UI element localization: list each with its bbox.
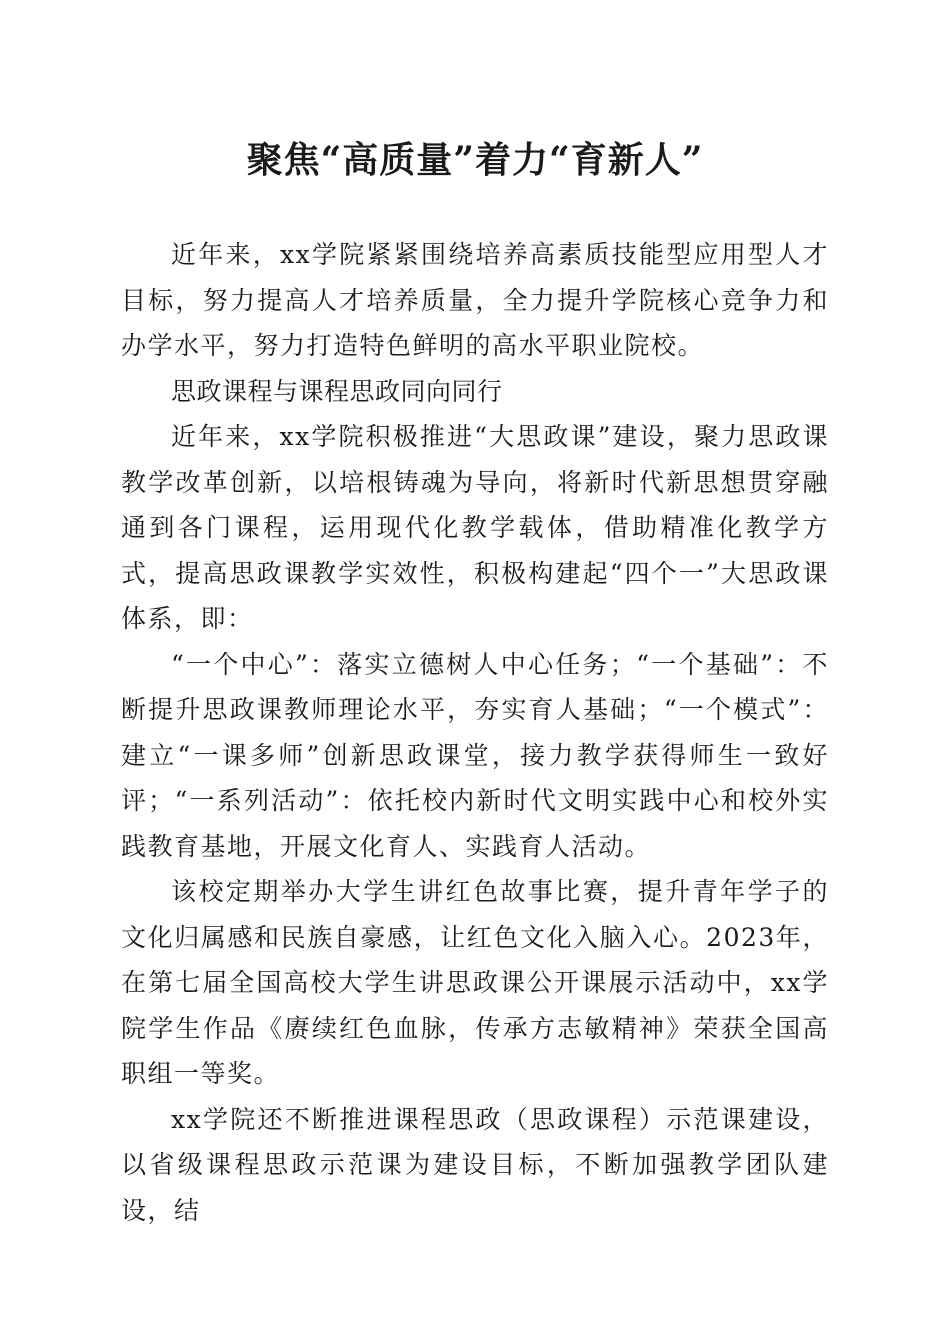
paragraph-intro: 近年来，xx学院紧紧围绕培养高素质技能型应用型人才目标，努力提高人才培养质量，全力提升学院核心竞争力和办学水平，努力打造特色鲜明的高水平职业院校。: [121, 240, 829, 360]
paragraph-demo-course: xx学院还不断推进课程思政（思政课程）示范课建设，以省级课程思政示范课为建设目标，不断加强教学团队建设，结: [121, 1104, 829, 1225]
paragraph-ideology-course: 近年来，xx学院积极推进“大思政课”建设，聚力思政课教学改革创新，以培根铸魂为导向，将新时代新思想贯穿融通到各门课程，运用现代化教学载体，借助精准化教学方式，提高思政课教学实效性，积极构建起“四个一”大思政课体系，即：: [121, 422, 829, 633]
section-heading: 思政课程与课程思政同向同行: [171, 376, 503, 406]
document-body: [121, 232, 829, 1233]
paragraph-red-story-contest: 该校定期举办大学生讲红色故事比赛，提升青年学子的文化归属感和民族自豪感，让红色文化入脑入心。2023年，在第七届全国高校大学生讲思政课公开课展示活动中，xx学院学生作品《赓续红色血脉，传承方志敏精神》荣获全国高职组一等奖。: [121, 877, 829, 1088]
document-title: 聚焦“高质量”着力“育新人”: [246, 139, 704, 181]
paragraph-four-ones: “一个中心”：落实立德树人中心任务；“一个基础”：不断提升思政课教师理论水平，夯实育人基础；“一个模式”：建立“一课多师”创新思政课堂，接力教学获得师生一致好评；“一系列活动”：依托校内新时代文明实践中心和校外实践教育基地，开展文化育人、实践育人活动。: [121, 649, 829, 861]
